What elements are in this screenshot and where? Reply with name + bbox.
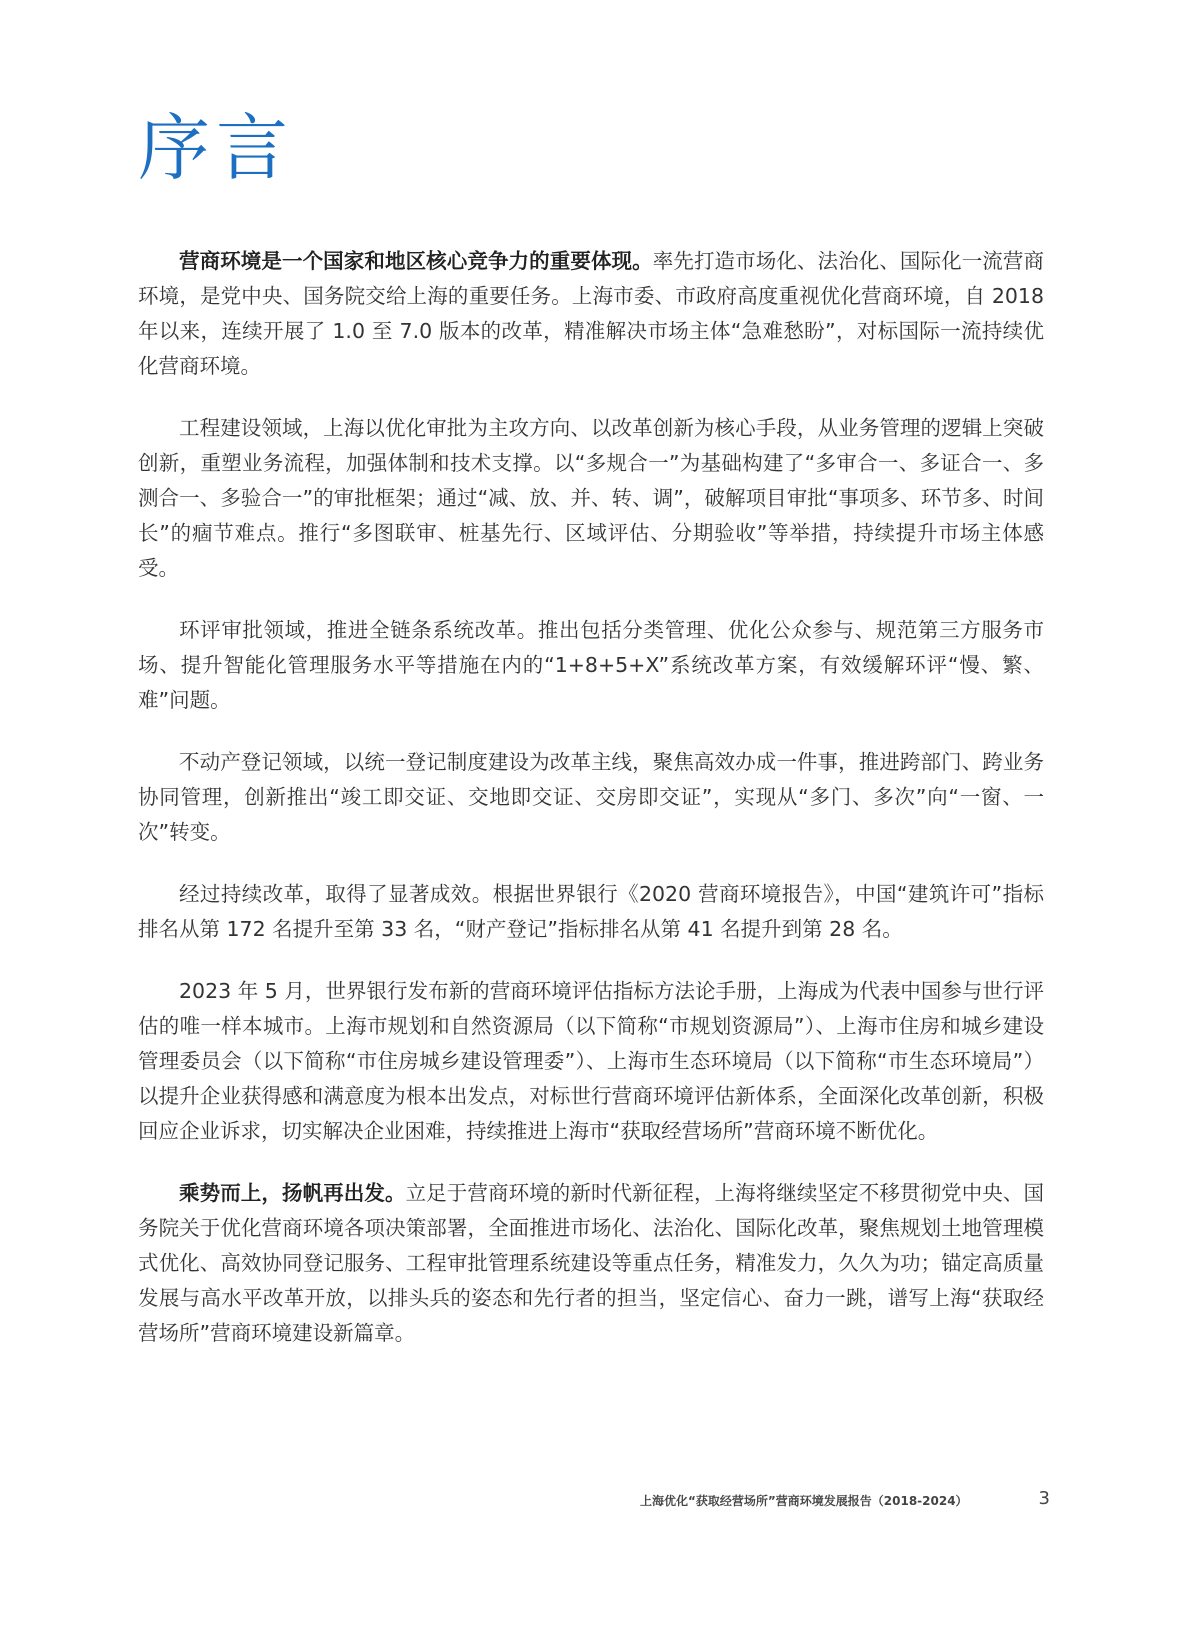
paragraph-6 (138, 974, 1044, 1149)
paragraph-text: 环评审批领域，推进全链条系统改革。推出包括分类管理、优化公众参与、规范第三方服务市场、提升智能化管理服务水平等措施在内的“1+8+5+X”系统改革方案，有效缓解环评“慢、繁、难”问题。 (138, 618, 1044, 712)
page-footer (640, 1488, 1050, 1512)
paragraph-text: 经过持续改革，取得了显著成效。根据世界银行《2020 营商环境报告》，中国“建筑许可”指标排名从第 172 名提升至第 33 名，“财产登记”指标排名从第 41 名提升到第 28 名。 (138, 882, 1044, 941)
paragraph-text: 率先打造市场化、法治化、国际化一流营商环境，是党中央、国务院交给上海的重要任务。上海市委、市政府高度重视优化营商环境，自 2018 年以来，连续开展了 1.0 至 7.0 版本的改革，精准解决市场主体“急难愁盼”，对标国际一流持续优化营商环境。 (138, 249, 1045, 378)
paragraph-text: 不动产登记领域，以统一登记制度建设为改革主线，聚焦高效办成一件事，推进跨部门、跨业务协同管理，创新推出“竣工即交证、交地即交证、交房即交证”，实现从“多门、多次”向“一窗、一次”转变。 (138, 750, 1044, 844)
paragraph-3 (138, 613, 1044, 718)
page-number: 3 (1038, 1488, 1050, 1509)
page-title: 序言 (138, 106, 295, 190)
paragraph-1 (138, 244, 1044, 384)
preface-body (138, 244, 1044, 1351)
paragraph-4 (138, 745, 1044, 850)
paragraph-7 (138, 1176, 1044, 1351)
paragraph-text: 2023 年 5 月，世界银行发布新的营商环境评估指标方法论手册，上海成为代表中国参与世行评估的唯一样本城市。上海市规划和自然资源局（以下简称“市规划资源局”）、上海市住房和城乡建设管理委员会（以下简称“市住房城乡建设管理委”）、上海市生态环境局（以下简称“市生态环境局”）以提升企业获得感和满意度为根本出发点，对标世行营商环境评估新体系，全面深化改革创新，积极回应企业诉求，切实解决企业困难，持续推进上海市“获取经营场所”营商环境不断优化。 (138, 979, 1044, 1143)
paragraph-text: 立足于营商环境的新时代新征程，上海将继续坚定不移贯彻党中央、国务院关于优化营商环境各项决策部署，全面推进市场化、法治化、国际化改革，聚焦规划土地管理模式优化、高效协同登记服务、工程审批管理系统建设等重点任务，精准发力，久久为功；锚定高质量发展与高水平改革开放，以排头兵的姿态和先行者的担当，坚定信心、奋力一跳，谱写上海“获取经营场所”营商环境建设新篇章。 (138, 1181, 1045, 1345)
paragraph-lead: 营商环境是一个国家和地区核心竞争力的重要体现。 (179, 249, 653, 273)
paragraph-text: 工程建设领域，上海以优化审批为主攻方向、以改革创新为核心手段，从业务管理的逻辑上突破创新，重塑业务流程，加强体制和技术支撑。以“多规合一”为基础构建了“多审合一、多证合一、多测合一、多验合一”的审批框架；通过“减、放、并、转、调”，破解项目审批“事项多、环节多、时间长”的痼节难点。推行“多图联审、桩基先行、区域评估、分期验收”等举措，持续提升市场主体感受。 (138, 416, 1044, 580)
paragraph-2 (138, 411, 1044, 586)
footer-report-title: 上海优化“获取经营场所”营商环境发展报告（2018-2024） (640, 1494, 968, 1508)
paragraph-5 (138, 877, 1044, 947)
paragraph-lead: 乘势而上，扬帆再出发。 (179, 1181, 406, 1205)
